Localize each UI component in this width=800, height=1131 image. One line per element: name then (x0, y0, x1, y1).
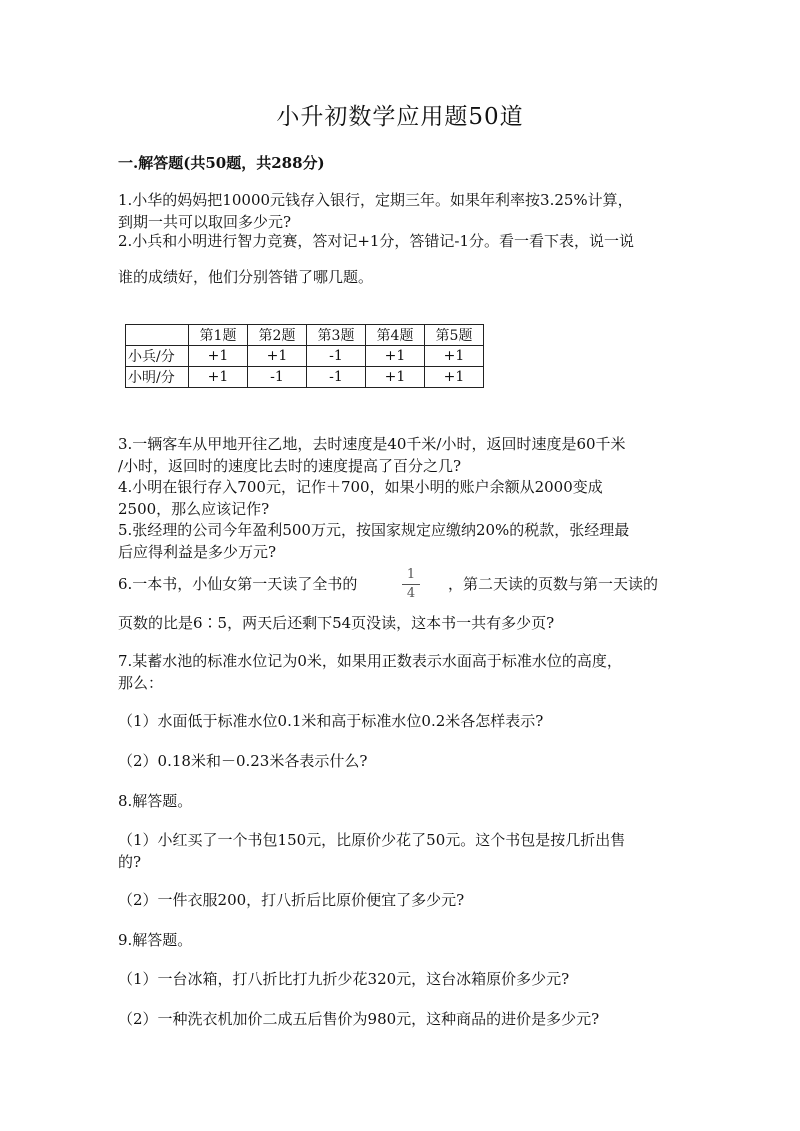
question-7-sub-1: （1）水面低于标准水位0.1米和高于标准水位0.2米各怎样表示? (118, 712, 544, 730)
section-heading: 一.解答题(共50题，共288分) (118, 154, 325, 172)
fraction-denominator: 4 (406, 586, 416, 601)
table-cell: -1 (248, 367, 307, 388)
question-2-line-1: 2.小兵和小明进行智力竞赛，答对记+1分，答错记-1分。看一看下表，说一说 (118, 232, 635, 250)
question-2-line-2: 谁的成绩好，他们分别答错了哪几题。 (118, 268, 374, 286)
question-5-line-2: 后应得利益是多少万元? (118, 543, 277, 561)
table-header-cell: 第1题 (189, 325, 248, 346)
table-cell: +1 (189, 346, 248, 367)
table-cell: +1 (425, 346, 484, 367)
table-header-cell: 第4题 (366, 325, 425, 346)
question-9-sub-2: （2）一种洗衣机加价二成五后售价为980元，这种商品的进价是多少元? (118, 1010, 600, 1028)
table-row (126, 346, 484, 367)
question-4-line-1: 4.小明在银行存入700元，记作＋700，如果小明的账户余额从2000变成 (118, 478, 603, 496)
page-title: 小升初数学应用题50道 (276, 104, 524, 130)
table-cell: +1 (366, 346, 425, 367)
table-cell: -1 (307, 367, 366, 388)
table-cell: +1 (366, 367, 425, 388)
fraction-bar (402, 584, 420, 585)
question-8-sub-1-line-1: （1）小红买了一个书包150元，比原价少花了50元。这个书包是按几折出售 (118, 831, 626, 849)
table-cell: -1 (307, 346, 366, 367)
question-3-line-2: /小时，返回时的速度比去时的速度提高了百分之几? (118, 457, 462, 475)
question-9-heading: 9.解答题。 (118, 931, 193, 949)
table-header-cell: 第3题 (307, 325, 366, 346)
question-1-line-2: 到期一共可以取回多少元? (118, 213, 292, 231)
question-7-line-1: 7.某蓄水池的标准水位记为0米，如果用正数表示水面高于标准水位的高度， (118, 652, 622, 670)
question-8-heading: 8.解答题。 (118, 792, 193, 810)
question-8-sub-1-line-2: 的? (118, 853, 142, 871)
table-cell: +1 (248, 346, 307, 367)
question-8-sub-2: （2）一件衣服200，打八折后比原价便宜了多少元? (118, 891, 465, 909)
table-header-cell (126, 325, 189, 346)
table-header-cell: 第2题 (248, 325, 307, 346)
table-header-cell: 第5题 (425, 325, 484, 346)
question-6-line-2: 页数的比是6∶5，两天后还剩下54页没读，这本书一共有多少页? (118, 614, 555, 632)
fraction-numerator: 1 (406, 567, 416, 582)
question-5-line-1: 5.张经理的公司今年盈利500万元，按国家规定应缴纳20%的税款，张经理最 (118, 521, 630, 539)
table-cell: 小兵/分 (126, 346, 189, 367)
table-cell: +1 (425, 367, 484, 388)
question-6-line-1-part-2: ，第二天读的页数与第一天读的 (448, 575, 659, 593)
question-7-line-2: 那么： (118, 674, 164, 692)
question-4-line-2: 2500，那么应该记作? (118, 500, 270, 518)
table-cell: +1 (189, 367, 248, 388)
score-table (125, 324, 484, 388)
question-6-line-1-part-1: 6.一本书，小仙女第一天读了全书的 (118, 575, 358, 593)
question-7-sub-2: （2）0.18米和－0.23米各表示什么? (118, 752, 368, 770)
table-row (126, 367, 484, 388)
question-1-line-1: 1.小华的妈妈把10000元钱存入银行，定期三年。如果年利率按3.25%计算， (118, 191, 633, 209)
question-3-line-1: 3.一辆客车从甲地开往乙地，去时速度是40千米/小时，返回时速度是60千米 (118, 435, 626, 453)
table-cell: 小明/分 (126, 367, 189, 388)
table-header-row (126, 325, 484, 346)
fraction-one-quarter (402, 567, 420, 602)
question-9-sub-1: （1）一台冰箱，打八折比打九折少花320元，这台冰箱原价多少元? (118, 970, 570, 988)
